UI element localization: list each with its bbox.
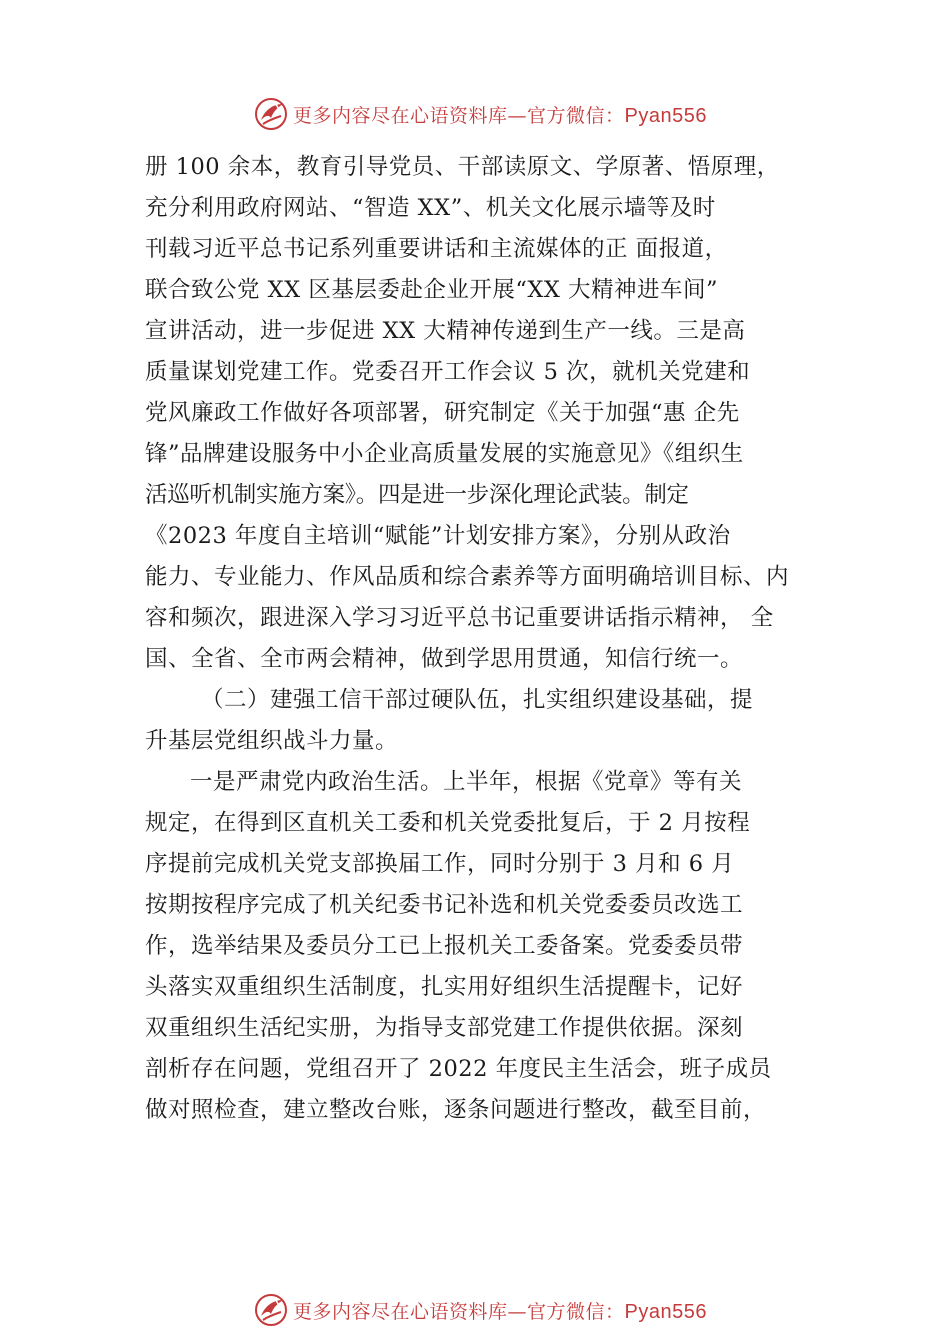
footer-watermark-text [293,1297,707,1324]
wing-logo-icon [253,1292,289,1328]
body-line: 能力、专业能力、作风品质和综合素养等方面明确培训目标、内 [145,564,790,590]
body-line: 活巡听机制实施方案》。四是进一步深化理论武装。制定 [145,482,689,508]
body-line: 党风廉政工作做好各项部署，研究制定《关于加强“惠 企先 [145,400,740,426]
section-heading-line: 升基层党组织战斗力量。 [145,728,399,754]
body-line: 充分利用政府网站、“智造 XX”、机关文化展示墙等及时 [145,195,716,221]
watermark-label: 官方微信： [527,104,625,127]
body-line: 质量谋划党建工作。党委召开工作会议 5 次，就机关党建和 [145,359,751,385]
body-line: 《2023 年度自主培训“赋能”计划安排方案》，分别从政治 [145,523,731,549]
header-watermark-text [293,101,707,128]
body-line: 序提前完成机关党支部换届工作，同时分别于 3 月和 6 月 [145,851,735,877]
body-line: 册 100 余本，教育引导党员、干部读原文、学原著、悟原理， [145,154,780,180]
body-line: 双重组织生活纪实册，为指导支部党建工作提供依据。深刻 [145,1015,744,1041]
body-line: 剖析存在问题，党组召开了 2022 年度民主生活会，班子成员 [145,1056,772,1082]
body-line: 作，选举结果及委员分工已上报机关工委备案。党委委员带 [145,933,744,959]
watermark-dash: — [507,1300,528,1323]
watermark-dash: — [507,104,528,127]
footer-watermark [0,1290,950,1330]
wing-logo-icon [253,96,289,132]
body-line: 国、全省、全市两会精神，做到学思用贯通，知信行统一。 [145,646,744,672]
document-body [145,147,835,1131]
watermark-id: Pyan556 [624,104,707,127]
body-line: 容和频次，跟进深入学习习近平总书记重要讲话指示精神， 全 [145,605,774,631]
body-line: 做对照检查，建立整改台账，逐条问题进行整改，截至目前， [145,1097,767,1123]
paragraph-first-line: 一是严肃党内政治生活。上半年，根据《党章》等有关 [190,769,743,795]
watermark-label: 官方微信： [527,1300,625,1323]
body-line: 宣讲活动，进一步促进 XX 大精神传递到生产一线。三是高 [145,318,746,344]
body-line: 联合致公党 XX 区基层委赴企业开展“XX 大精神进车间” [145,277,719,303]
header-watermark-inner [253,96,707,132]
body-line: 头落实双重组织生活制度，扎实用好组织生活提醒卡，记好 [145,974,744,1000]
watermark-prefix: 更多内容尽在心语资料库 [293,1300,508,1323]
header-watermark [0,94,950,134]
footer-watermark-inner [253,1292,707,1328]
body-line: 规定，在得到区直机关工委和机关党委批复后，于 2 月按程 [145,810,751,836]
body-line: 按期按程序完成了机关纪委书记补选和机关党委委员改选工 [145,892,744,918]
watermark-prefix: 更多内容尽在心语资料库 [293,104,508,127]
section-heading-line: （二）建强工信干部过硬队伍，扎实组织建设基础，提 [201,687,754,713]
watermark-id: Pyan556 [624,1300,707,1323]
body-line: 刊载习近平总书记系列重要讲话和主流媒体的正 面报道， [145,236,728,262]
body-line: 锋”品牌建设服务中小企业高质量发展的实施意见》《组织生 [145,441,744,467]
